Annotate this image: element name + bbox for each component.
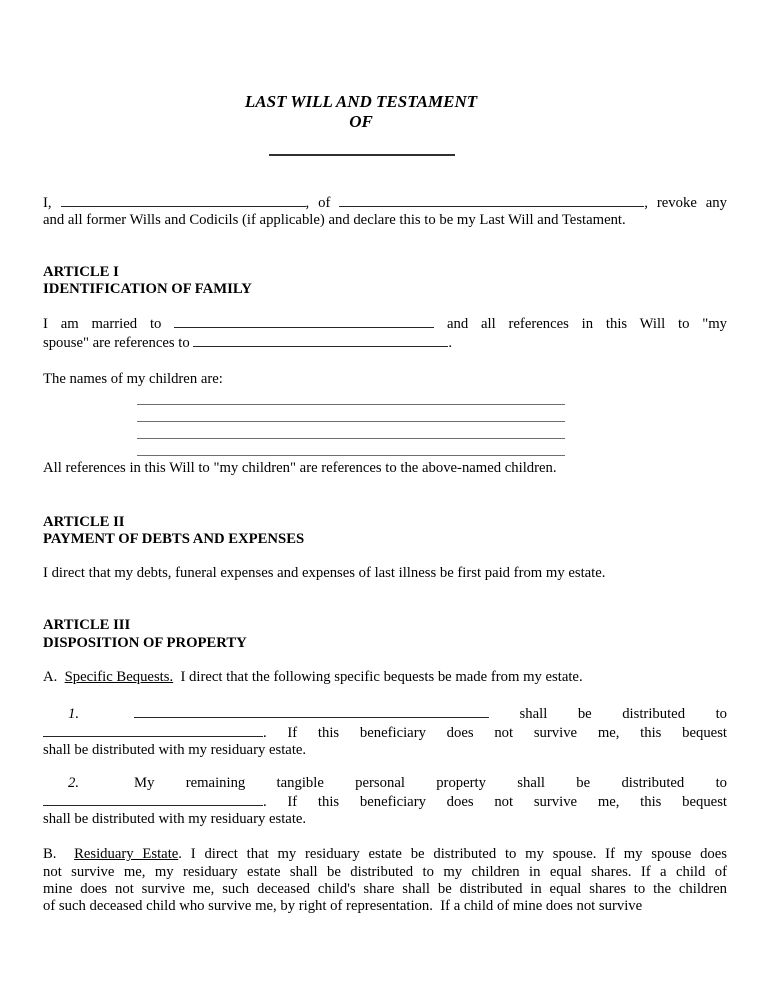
text-line <box>43 669 727 686</box>
article2-title: PAYMENT OF DEBTS AND EXPENSES <box>43 530 305 547</box>
text-segment: of such deceased child who survive me, by right of representation. If a child of mine does not survive <box>43 898 643 915</box>
child-name-line[interactable] <box>137 388 565 405</box>
text-segment: shall be distributed with my residuary estate. <box>43 810 307 827</box>
tab-spacer <box>79 786 134 787</box>
text-line <box>43 811 727 828</box>
title-line1: LAST WILL AND TESTAMENT <box>244 92 478 111</box>
blank-field[interactable] <box>193 334 448 347</box>
article1-number: ARTICLE I <box>43 263 119 280</box>
text-segment: shall be distributed to <box>489 706 727 723</box>
title-line2: OF <box>349 112 373 131</box>
text-segment: shall be distributed with my residuary estate. <box>43 741 307 758</box>
blank-field[interactable] <box>61 194 306 207</box>
text-line <box>43 742 727 759</box>
text-segment: I, <box>43 195 61 212</box>
text-line <box>43 315 727 333</box>
text-line <box>43 212 727 229</box>
document-title <box>43 92 679 132</box>
text-segment: spouse" are references to <box>43 334 194 351</box>
children-note: All references in this Will to "my children" are references to the above-named children. <box>43 460 557 477</box>
text-line <box>43 194 727 212</box>
tab-spacer <box>79 717 134 718</box>
text-line <box>43 775 727 792</box>
article2-number: ARTICLE II <box>43 513 125 530</box>
text-segment: . If this beneficiary does not survive me, this bequest <box>263 724 727 741</box>
text-line <box>43 846 727 863</box>
text-segment: and all references in this Will to "my <box>434 316 727 333</box>
text-segment: mine does not survive me, such deceased child's share shall be distributed in equal shares to the children <box>43 880 727 897</box>
debts-paragraph: I direct that my debts, funeral expenses and expenses of last illness be first paid from my estate. <box>43 565 606 582</box>
text-segment: A. <box>43 669 65 685</box>
child-name-line[interactable] <box>137 422 565 439</box>
article3-number: ARTICLE III <box>43 617 131 634</box>
text-line <box>43 334 727 352</box>
text-segment: . <box>448 334 453 351</box>
text-segment: , of <box>305 195 340 212</box>
text-segment: , revoke any <box>644 195 727 212</box>
article1-title: IDENTIFICATION OF FAMILY <box>43 280 252 297</box>
article3-heading <box>43 617 727 652</box>
text-line <box>43 881 727 898</box>
underlined-text: Specific Bequests. <box>64 669 174 685</box>
clause-a-specific-bequests <box>43 669 727 686</box>
underlined-text: Residuary Estate <box>74 846 179 863</box>
testator-name-blank[interactable] <box>269 154 455 156</box>
blank-field[interactable] <box>43 724 263 737</box>
text-segment: 1. <box>68 706 80 723</box>
opening-paragraph <box>43 194 727 230</box>
text-segment: 2. <box>68 775 80 792</box>
child-name-line[interactable] <box>137 405 565 422</box>
text-line <box>43 864 727 881</box>
text-line <box>43 898 727 915</box>
bequest-item-1 <box>43 705 727 759</box>
children-name-lines <box>43 388 727 456</box>
blank-field[interactable] <box>174 315 434 328</box>
text-line <box>43 705 727 723</box>
clause-b-residuary-estate <box>43 846 727 915</box>
text-segment: not survive me, my residuary estate shall be distributed to my children in equal shares. If a child of <box>43 863 727 880</box>
text-segment: My remaining tangible personal property shall be distributed to <box>134 775 727 792</box>
text-segment: I direct that the following specific bequests be made from my estate. <box>173 669 583 685</box>
bequest-item-2 <box>43 775 727 828</box>
text-segment: I am married to <box>43 316 175 333</box>
text-segment: . If this beneficiary does not survive me, this bequest <box>263 793 727 810</box>
text-line <box>43 793 727 811</box>
article2-heading <box>43 514 727 549</box>
children-intro: The names of my children are: <box>43 370 223 387</box>
text-segment: and all former Wills and Codicils (if applicable) and declare this to be my Last Will and Testament. <box>43 212 626 229</box>
child-name-line[interactable] <box>137 439 565 456</box>
text-line <box>43 724 727 742</box>
text-segment: . I direct that my residuary estate be distributed to my spouse. If my spouse does <box>178 846 728 863</box>
blank-field[interactable] <box>339 194 644 207</box>
article1-heading <box>43 264 727 299</box>
article3-title: DISPOSITION OF PROPERTY <box>43 634 247 651</box>
text-segment: B. <box>43 846 75 863</box>
blank-field[interactable] <box>43 793 263 806</box>
marriage-paragraph <box>43 315 727 352</box>
blank-field[interactable] <box>134 705 489 718</box>
